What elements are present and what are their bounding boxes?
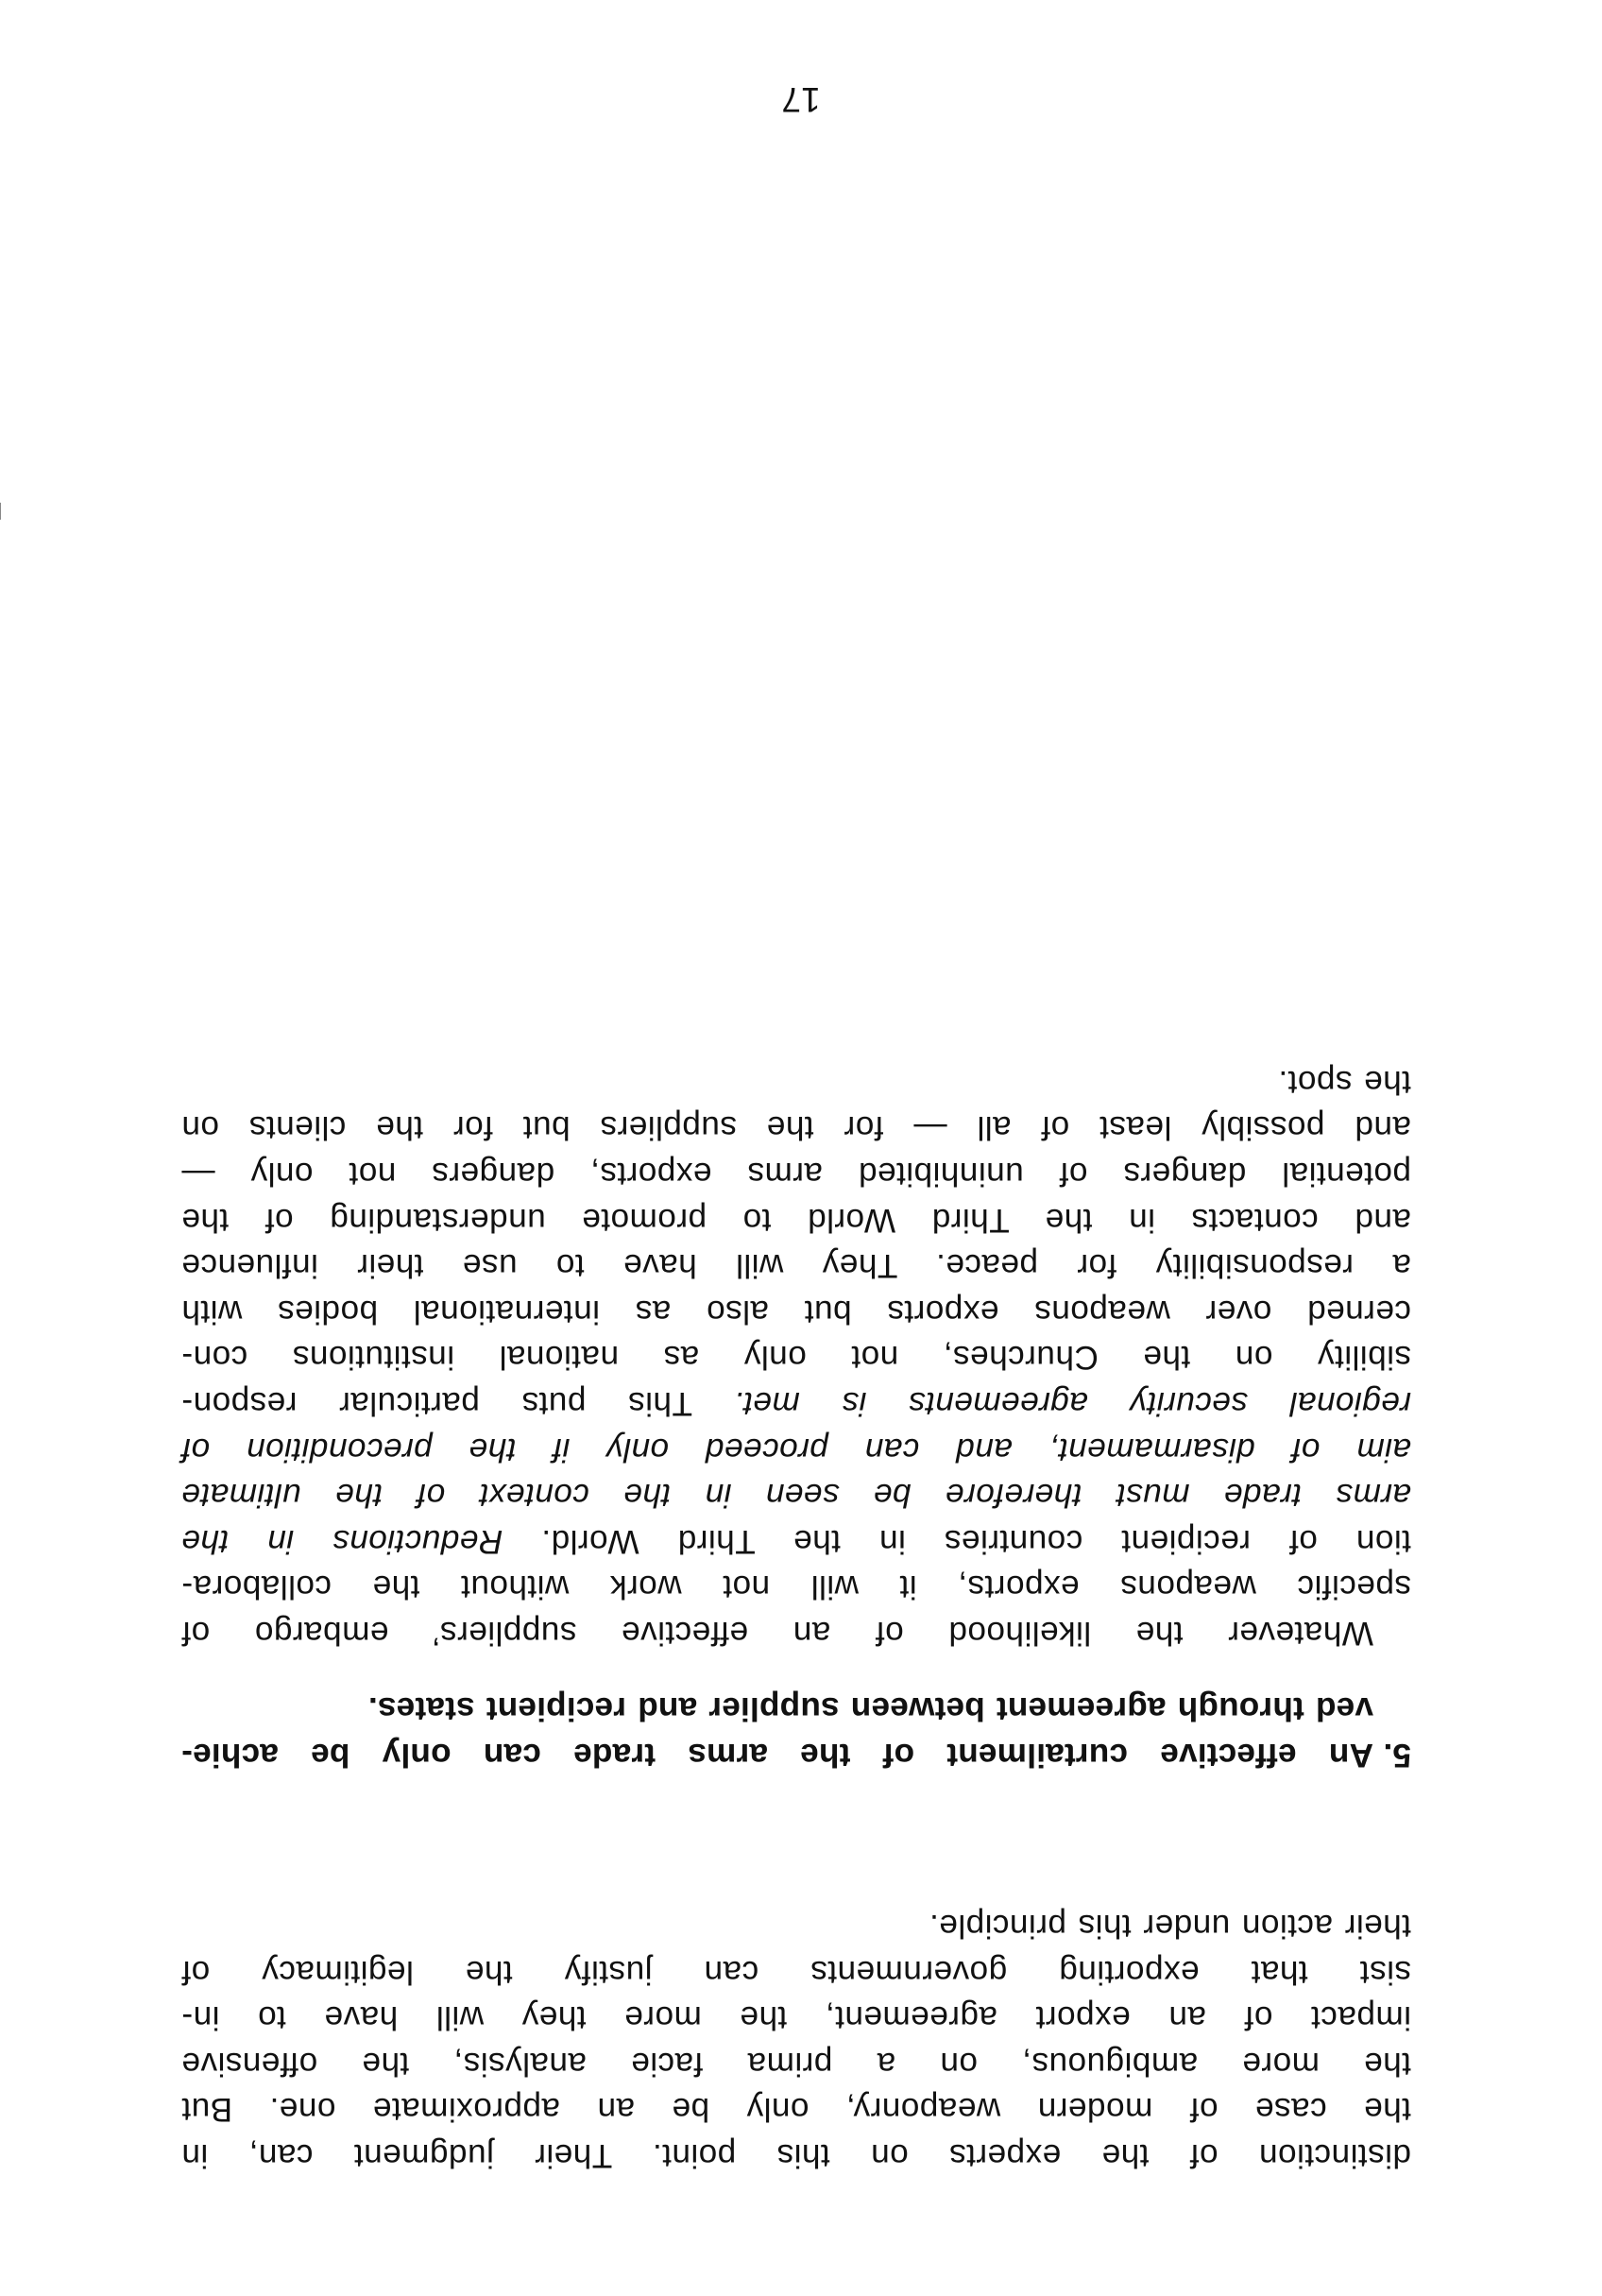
text-line: sist that exporting governments can justify the legitimacy of <box>181 1953 1411 1991</box>
heading-line <box>181 1731 1411 1777</box>
text-line: distinction of the experts on this point. Their judgment can, in <box>181 2137 1411 2174</box>
emphasis-text: regional security agreements is met. <box>733 1385 1411 1423</box>
text-line: the spot. <box>1277 1063 1411 1101</box>
text-line: their action under this principle. <box>929 1908 1411 1945</box>
text-line: and contacts in the Third World to promote understanding of the <box>181 1201 1411 1239</box>
paragraph-body <box>181 1058 1411 1655</box>
heading-line: ved through agreement between supplier and recipient states. <box>367 1690 1373 1728</box>
emphasis-line: aim of disarmament, and can proceed only if the precondition of <box>181 1431 1411 1468</box>
section-heading <box>181 1686 1411 1777</box>
text-line: the more ambiguous, on a prima facie analysis, the offensive <box>181 2045 1411 2082</box>
heading-text: An effective curtailment of the arms trade can only be achie- <box>181 1737 1373 1773</box>
section-number: 5. <box>1383 1737 1411 1773</box>
text-line: a responsibility for peace. They will have to use their influence <box>181 1247 1411 1285</box>
text-line: cerned over weapons exports but also as international bodies with <box>181 1293 1411 1330</box>
text-line: and possibly least of all — for the suppliers but for the clients on <box>181 1109 1411 1147</box>
text-line: Whatever the likelihood of an effective suppliers’ embargo of <box>181 1615 1373 1652</box>
text-run: This puts particular respon- <box>181 1385 734 1423</box>
text-run: tion of recipient countries in the Third World. <box>503 1522 1411 1560</box>
page-number: 17 <box>781 80 821 119</box>
text-line <box>181 1517 1411 1564</box>
text-line <box>181 1379 1411 1426</box>
text-line: impact of an export agreement, the more they will have to in- <box>181 1999 1411 2037</box>
text-line: potential dangers of uninhibited arms exports, dangers not only — <box>181 1156 1411 1193</box>
emphasis-text: Reductions in the <box>180 1522 503 1560</box>
text-line: specific weapons exports, it will not work without the collabora- <box>181 1568 1411 1606</box>
scan-margin-mark <box>0 503 1 520</box>
text-line: the case of modern weaponry, only be an approximate one. But <box>181 2091 1411 2129</box>
text-line: sibility on the Churches, not only as national institutions con- <box>181 1339 1411 1377</box>
emphasis-line: arms trade must therefore be seen in the context of the ultimate <box>181 1477 1411 1515</box>
paragraph-continuation <box>181 1902 1411 2178</box>
